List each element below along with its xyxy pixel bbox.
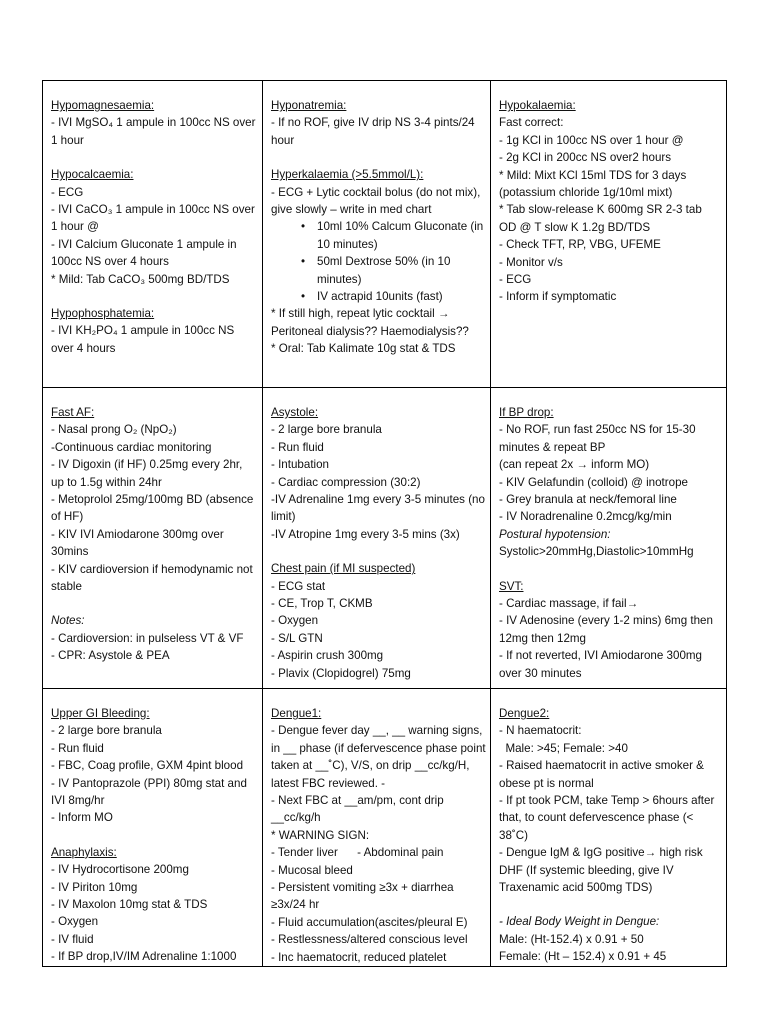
- notes-table: [42, 80, 727, 967]
- section-heading: Hypokalaemia:: [499, 99, 576, 112]
- list-item: - Oxygen: [51, 915, 99, 929]
- list-item: - If pt took PCM, take Temp > 6hours after that, to count defervescence phase (< 38˚C): [499, 794, 718, 842]
- section-upper-gi-bleeding: [51, 705, 258, 827]
- section-heading: Chest pain (if MI suspected): [271, 562, 416, 576]
- section-hypocalcaemia: [51, 166, 258, 288]
- list-item: - IV Digoxin (if HF) 0.25mg every 2hr, up to 1.5g within 24hr: [51, 458, 246, 489]
- list-item: - If BP drop,IV/IM Adrenaline 1:1000: [51, 950, 237, 964]
- list-item: - Run fluid: [51, 741, 104, 755]
- list-item: (can repeat 2x → inform MO): [499, 458, 650, 472]
- list-item: - Cardiac compression (30:2): [271, 475, 421, 489]
- list-item: - If not reverted, IVI Amiodarone 300mg over 30 minutes: [499, 649, 706, 680]
- section-heading: Anaphylaxis:: [51, 845, 117, 859]
- bullet-item: • IV actrapid 10units (fast): [271, 288, 486, 305]
- section-svt: [499, 578, 722, 682]
- list-item: - No ROF, run fast 250cc NS for 15-30 minutes & repeat BP: [499, 423, 699, 454]
- bullet-item: • 10ml 10% Calcum Gluconate (in 10 minutes): [271, 218, 486, 253]
- list-item: -Continuous cardiac monitoring: [51, 440, 212, 454]
- list-item: - IV Maxolon 10mg stat & TDS: [51, 898, 208, 912]
- bullet-item: • 50ml Dextrose 50% (in 10 minutes): [271, 253, 486, 288]
- list-item: - IV fluid: [51, 932, 94, 946]
- list-item: - ECG + Lytic cocktail bolus (do not mix), give slowly – write in med chart: [271, 185, 484, 217]
- list-item: Fast correct:: [499, 116, 564, 130]
- section-hypophosphatemia: [51, 305, 258, 357]
- list-item: - Run fluid: [271, 440, 324, 454]
- cell-electrolytes-2: [263, 81, 491, 388]
- section-asystole: [271, 404, 489, 543]
- list-item: - Fluid accumulation(ascites/pleural E): [271, 915, 468, 929]
- list-item: - IV Piriton 10mg: [51, 880, 138, 894]
- section-heading: Upper GI Bleeding:: [51, 707, 150, 720]
- list-item: - KIV cardioversion if hemodynamic not stable: [51, 562, 256, 594]
- list-item: - ECG: [499, 273, 532, 287]
- cell-emergency-2: [263, 689, 491, 967]
- section-heading: Fast AF:: [51, 406, 95, 419]
- list-item: - Cardioversion: in pulseless VT & VF: [51, 631, 244, 645]
- list-item: - IVI CaCO₃ 1 ampule in 100cc NS over 1 hour @: [51, 203, 259, 234]
- section-heading: Dengue2:: [499, 707, 550, 720]
- list-item: - 2g KCl in 200cc NS over2 hours: [499, 151, 672, 165]
- list-item: * Tab slow-release K 600mg SR 2-3 tab OD @ T slow K 1.2g BD/TDS: [499, 203, 706, 234]
- list-item: - Aspirin crush 300mg: [271, 649, 384, 663]
- list-item: - Plavix (Clopidogrel) 75mg: [271, 666, 411, 680]
- section-heading: Hypophosphatemia:: [51, 307, 155, 321]
- section-anaphylaxis: [51, 844, 258, 966]
- list-item: - ECG: [51, 185, 84, 199]
- cell-electrolytes-1: [43, 81, 263, 388]
- list-item: Female: (Ht – 152.4) x 0.91 + 45: [499, 950, 667, 964]
- list-item: - Oxygen: [271, 614, 319, 628]
- list-item: - Raised haematocrit in active smoker & obese pt is normal: [499, 759, 708, 790]
- list-item: - Inform MO: [51, 811, 113, 825]
- section-heading: SVT:: [499, 579, 524, 593]
- table-row: [43, 388, 727, 689]
- list-item: Systolic>20mmHg,Diastolic>10mmHg: [499, 545, 694, 559]
- list-item: - Dengue IgM & IgG positive→ high risk DHF (If systemic bleeding, give IV Traxenamic acid 500mg TDS): [499, 846, 706, 895]
- section-heading: Hyponatremia:: [271, 99, 347, 112]
- section-notes: [51, 612, 258, 664]
- list-item: - CPR: Asystole & PEA: [51, 649, 170, 663]
- section-hyponatremia: [271, 97, 486, 149]
- list-item: - IV Noradrenaline 0.2mcg/kg/min: [499, 510, 672, 524]
- section-hypokalaemia: [499, 97, 722, 306]
- list-item: - N haematocrit:: [499, 724, 582, 738]
- list-item: - IV Adenosine (every 1-2 mins) 6mg then 12mg then 12mg: [499, 614, 717, 645]
- list-item: - IV Hydrocortisone 200mg: [51, 863, 189, 877]
- section-heading: Hyperkalaemia (>5.5mmol/L):: [271, 168, 424, 182]
- cell-emergency-1: [43, 689, 263, 967]
- cell-cardiac-3: [491, 388, 727, 689]
- list-item: * Oral: Tab Kalimate 10g stat & TDS: [271, 342, 456, 356]
- list-item: - CE, Trop T, CKMB: [271, 597, 373, 611]
- section-dengue1: [271, 705, 489, 966]
- list-item: - Inform if symptomatic: [499, 290, 617, 304]
- list-item: * If still high, repeat lytic cocktail → Peritoneal dialysis?? Haemodialysis??: [271, 307, 469, 338]
- list-item: * Mild: Mixt KCl 15ml TDS for 3 days (potassium chloride 1g/10ml mixt): [499, 168, 690, 200]
- list-item: - 1g KCl in 100cc NS over 1 hour @: [499, 133, 684, 147]
- list-item: - IVI MgSO₄ 1 ampule in 100cc NS over 1 hour: [51, 116, 259, 147]
- table-row: [43, 689, 727, 967]
- section-heading: Dengue1:: [271, 707, 322, 720]
- list-item: - KIV IVI Amiodarone 300mg over 30mins: [51, 527, 227, 559]
- section-heading: Notes:: [51, 614, 85, 628]
- section-chest-pain: [271, 560, 486, 682]
- list-item: - Check TFT, RP, VBG, UFEME: [499, 238, 661, 252]
- list-item: - Next FBC at __am/pm, cont drip __cc/kg/h: [271, 794, 447, 825]
- section-heading: Asystole:: [271, 406, 319, 419]
- list-item: - Metoprolol 25mg/100mg BD (absence of HF): [51, 493, 257, 524]
- list-item: - IV Pantoprazole (PPI) 80mg stat and IVI 8mg/hr: [51, 776, 251, 808]
- list-item: - Monitor v/s: [499, 255, 563, 269]
- list-item: - Intubation: [271, 458, 330, 472]
- cell-cardiac-2: [263, 388, 491, 689]
- list-item: - Tender liver - Abdominal pain: [271, 846, 444, 860]
- list-item: -IV Adrenaline 1mg every 3-5 minutes (no limit): [271, 493, 489, 524]
- list-item: - Restlessness/altered conscious level: [271, 933, 468, 947]
- list-item: - If no ROF, give IV drip NS 3-4 pints/24 hour: [271, 116, 478, 147]
- section-bp-drop: [499, 404, 722, 561]
- list-item: - Inc haematocrit, reduced platelet: [271, 950, 447, 964]
- list-item: Male: >45; Female: >40: [499, 741, 628, 755]
- section-fast-af: [51, 404, 258, 595]
- list-item: * Mild: Tab CaCO₃ 500mg BD/TDS: [51, 272, 230, 286]
- list-item: * WARNING SIGN:: [271, 828, 370, 842]
- list-item: - S/L GTN: [271, 631, 323, 645]
- list-item: - Persistent vomiting ≥3x + diarrhea ≥3x/24 hr: [271, 881, 457, 912]
- list-item: - IVI Calcium Gluconate 1 ampule in 100cc NS over 4 hours: [51, 237, 240, 269]
- cell-emergency-3: [491, 689, 727, 967]
- section-heading: If BP drop:: [499, 406, 554, 419]
- list-item: - Cardiac massage, if fail→: [499, 597, 639, 611]
- list-item: - KIV Gelafundin (colloid) @ inotrope: [499, 475, 688, 489]
- list-item: Male: (Ht-152.4) x 0.91 + 50: [499, 932, 644, 946]
- section-heading: Hypomagnesaemia:: [51, 99, 155, 112]
- list-item: - Nasal prong O₂ (NpO₂): [51, 423, 177, 437]
- section-ideal-body-weight: [499, 913, 722, 965]
- table-row: [43, 81, 727, 388]
- list-item: - FBC, Coag profile, GXM 4pint blood: [51, 759, 244, 773]
- list-item: -IV Atropine 1mg every 3-5 mins (3x): [271, 527, 460, 541]
- list-item: - 2 large bore branula: [51, 724, 162, 738]
- section-heading: Hypocalcaemia:: [51, 168, 134, 182]
- cell-cardiac-1: [43, 388, 263, 689]
- section-hyperkalaemia: [271, 166, 486, 357]
- list-item: - 2 large bore branula: [271, 423, 382, 437]
- list-item: - Grey branula at neck/femoral line: [499, 493, 677, 507]
- list-item: - ECG stat: [271, 579, 326, 593]
- section-hypomagnesaemia: [51, 97, 258, 149]
- cell-electrolytes-3: [491, 81, 727, 388]
- list-item: - IVI KH₂PO₄ 1 ampule in 100cc NS over 4 hours: [51, 324, 238, 355]
- subheading: Postural hypotension:: [499, 527, 611, 541]
- list-item: - Mucosal bleed: [271, 863, 353, 877]
- section-dengue2: [499, 705, 722, 896]
- list-item: - Dengue fever day __, __ warning signs, in __ phase (if defervescence phase point taken at __˚C), V/S, on drip __cc/kg/H, latest FBC reviewed. -: [271, 724, 489, 790]
- section-heading: - Ideal Body Weight in Dengue:: [499, 915, 660, 929]
